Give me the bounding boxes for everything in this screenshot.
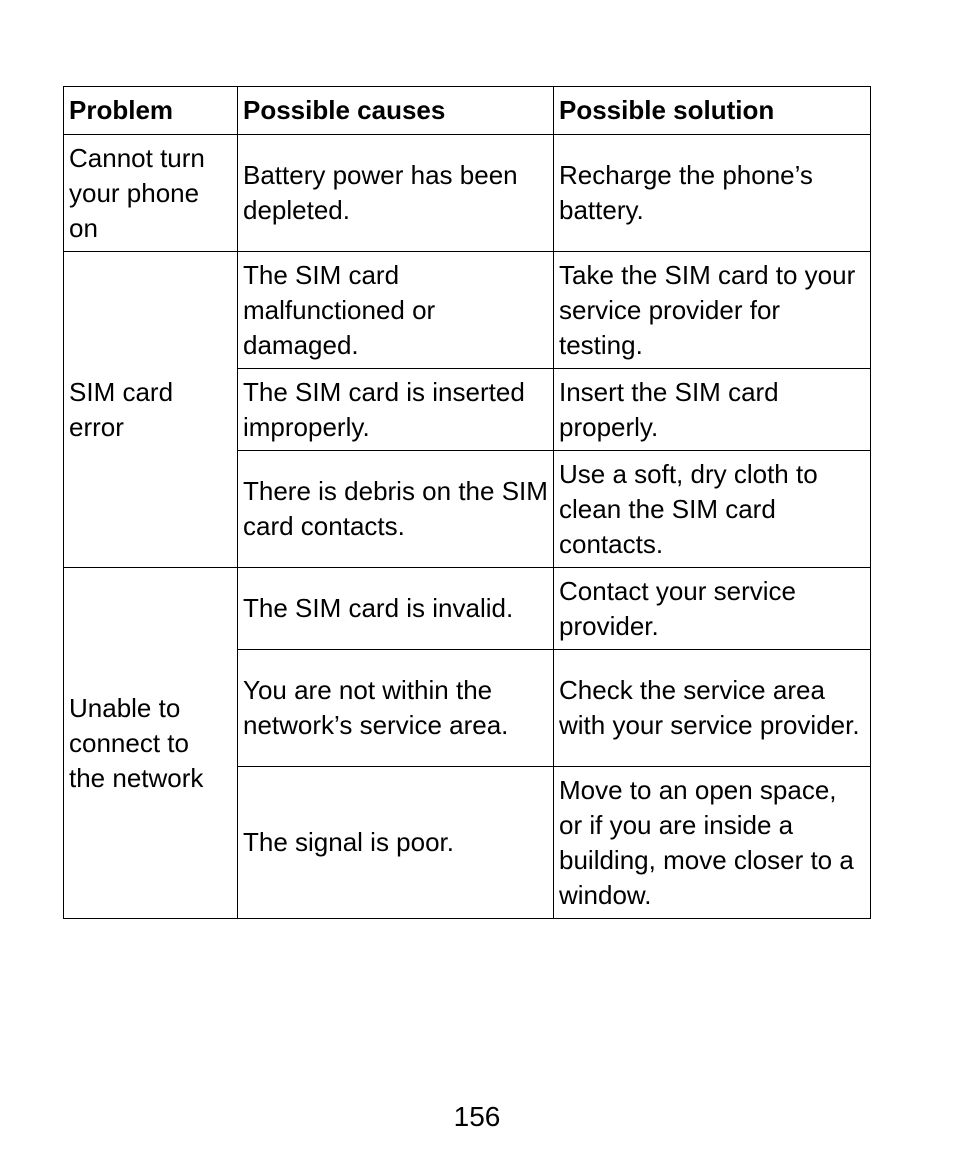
solution-cell: Check the service area with your service provider. <box>554 650 871 767</box>
header-problem: Problem <box>64 87 238 135</box>
troubleshooting-table <box>63 86 871 919</box>
problem-cell: Cannot turn your phone on <box>64 135 238 252</box>
table-row <box>64 135 871 252</box>
cause-cell: The SIM card is invalid. <box>238 568 554 650</box>
solution-cell: Use a soft, dry cloth to clean the SIM card contacts. <box>554 451 871 568</box>
solution-cell: Take the SIM card to your service provider for testing. <box>554 252 871 369</box>
table-row <box>64 252 871 369</box>
solution-cell: Insert the SIM card properly. <box>554 369 871 451</box>
cause-cell: There is debris on the SIM card contacts. <box>238 451 554 568</box>
solution-cell: Recharge the phone’s battery. <box>554 135 871 252</box>
problem-cell: Unable to connect to the network <box>64 568 238 919</box>
cause-cell: The SIM card malfunctioned or damaged. <box>238 252 554 369</box>
solution-cell: Contact your service provider. <box>554 568 871 650</box>
solution-cell: Move to an open space, or if you are inside a building, move closer to a window. <box>554 767 871 919</box>
page-number: 156 <box>453 1101 501 1132</box>
table-row <box>64 568 871 650</box>
cause-cell: You are not within the network’s service area. <box>238 650 554 767</box>
cause-cell: Battery power has been depleted. <box>238 135 554 252</box>
problem-cell: SIM card error <box>64 252 238 568</box>
cause-cell: The SIM card is inserted improperly. <box>238 369 554 451</box>
header-possible-solution: Possible solution <box>554 87 871 135</box>
header-possible-causes: Possible causes <box>238 87 554 135</box>
cause-cell: The signal is poor. <box>238 767 554 919</box>
table-header-row <box>64 87 871 135</box>
